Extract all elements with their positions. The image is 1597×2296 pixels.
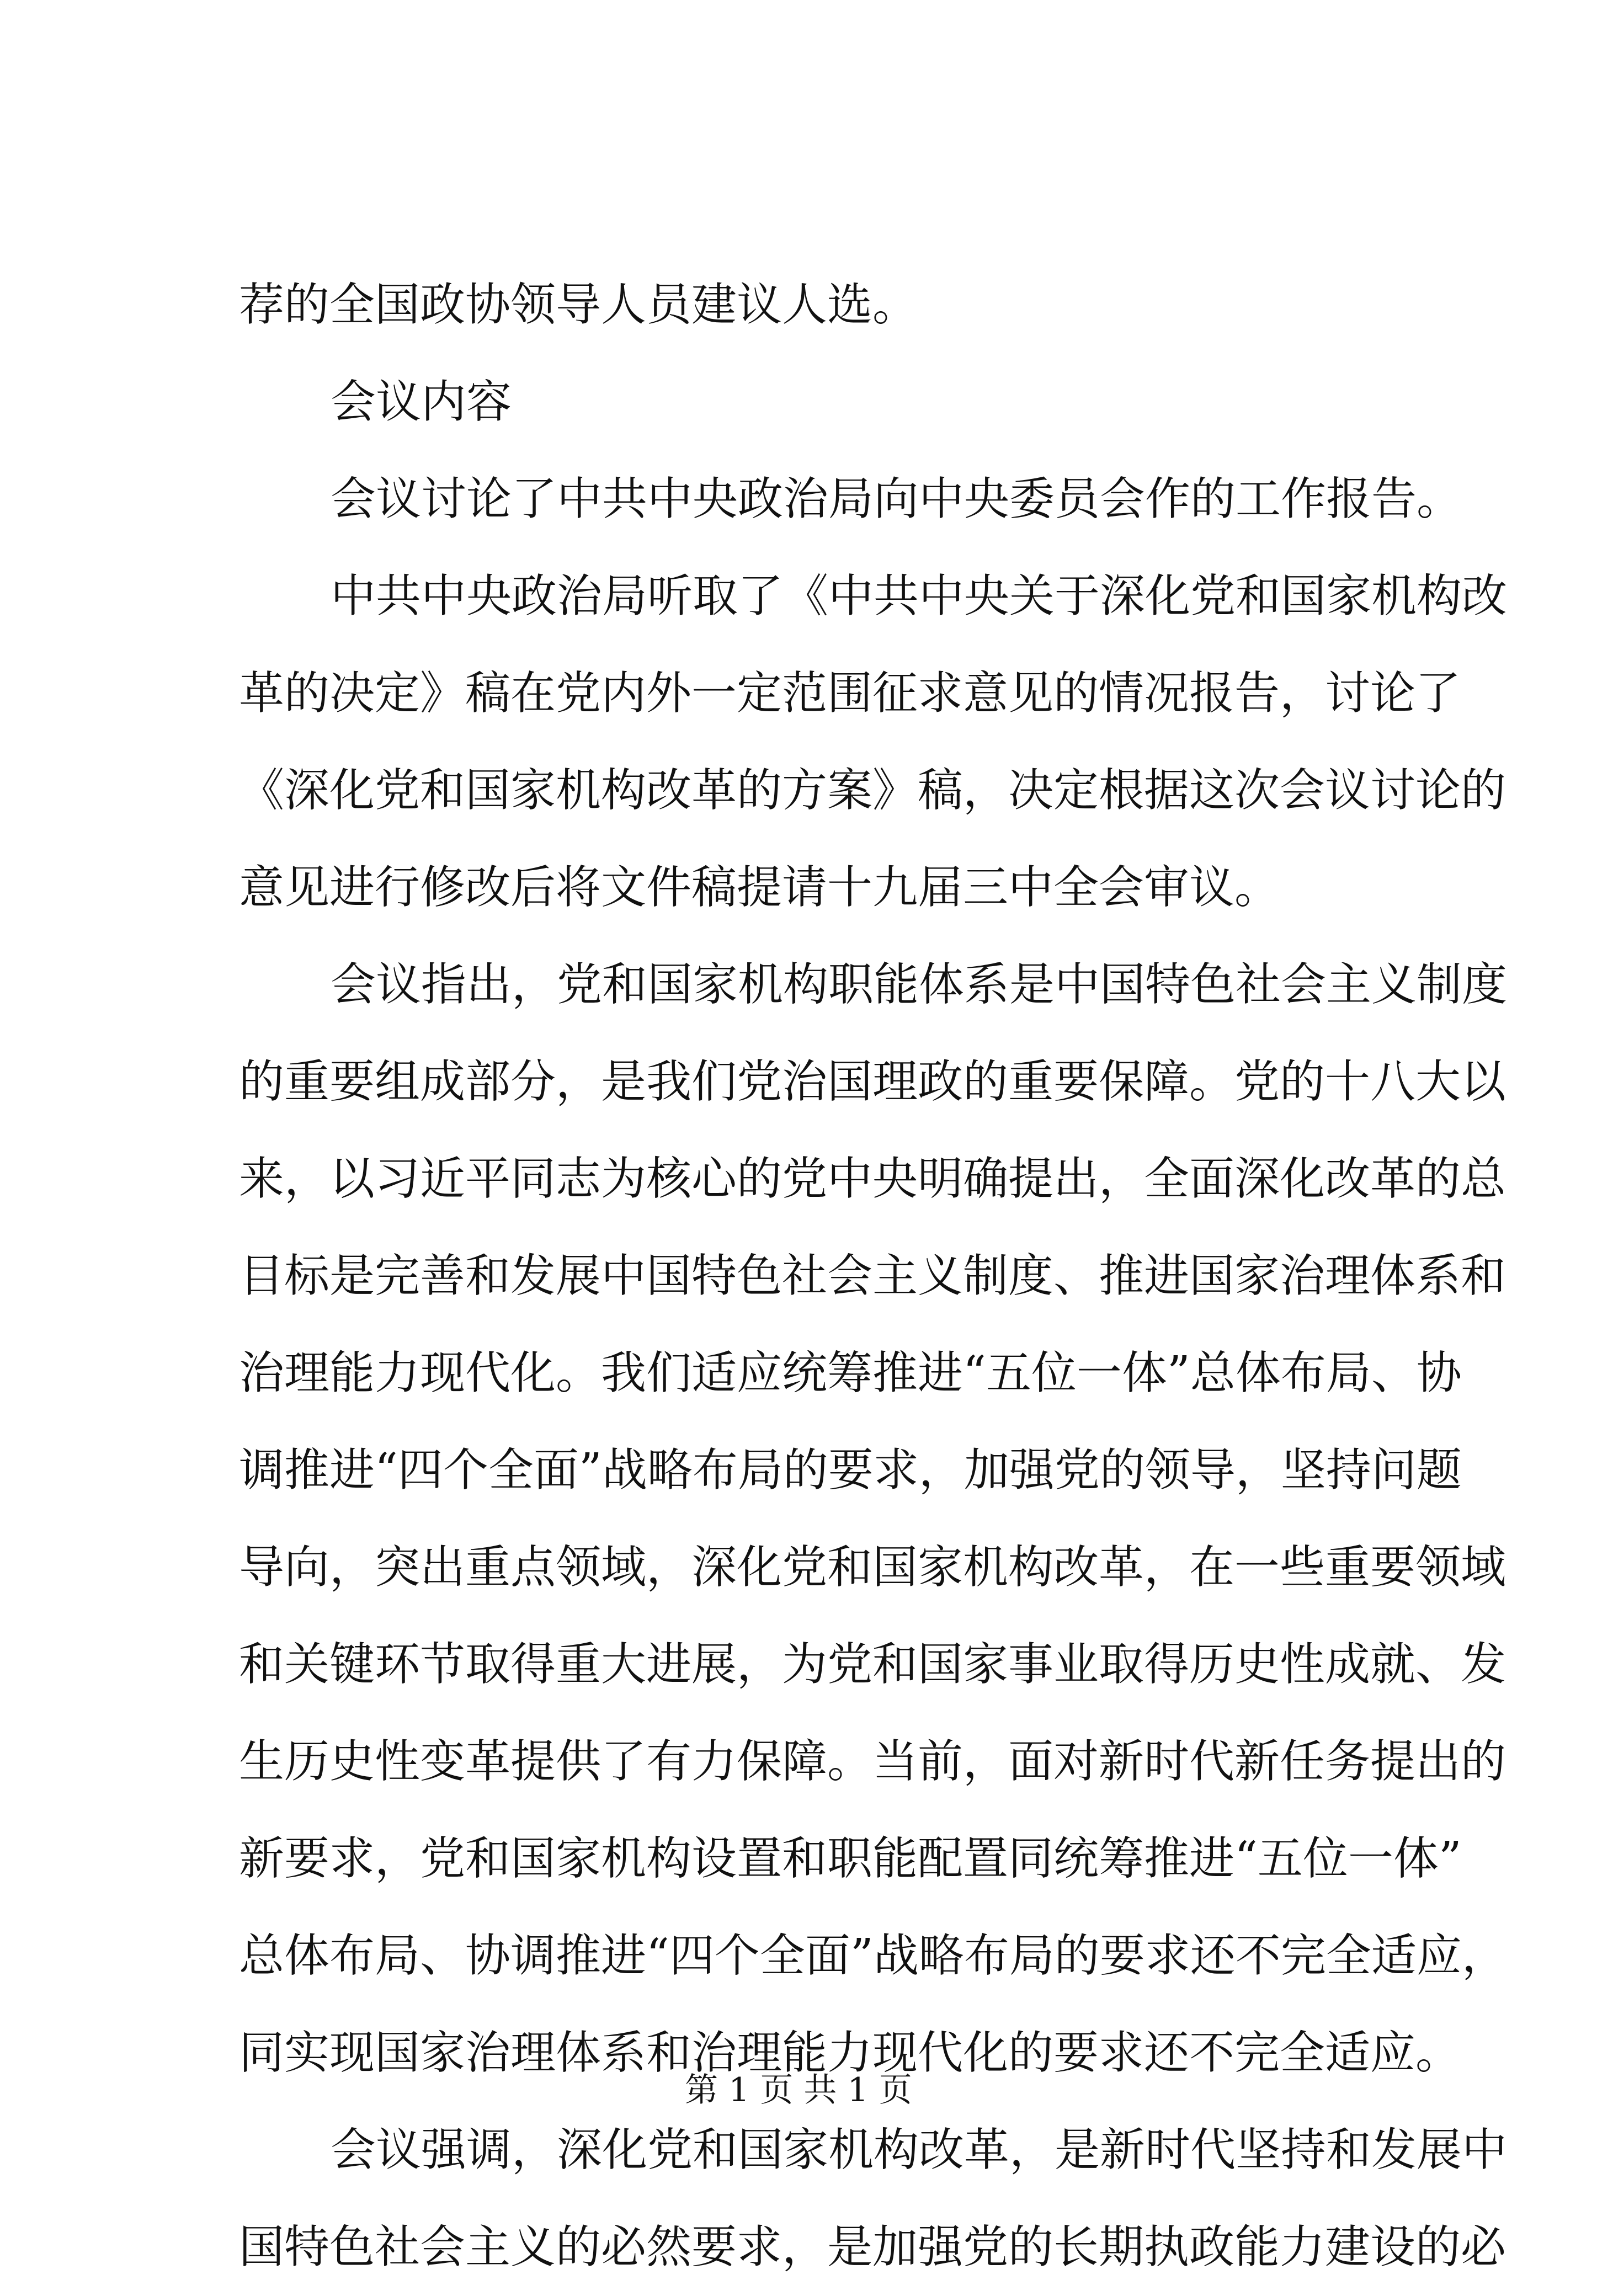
text-line: 会议强调，深化党和国家机构改革，是新时代坚持和发展中 [331, 2124, 1508, 2176]
text-line: 新要求，党和国家机构设置和职能配置同统筹推进“五位一体” [239, 1832, 1462, 1885]
text-line: 会议内容 [331, 376, 512, 428]
text-line: 中共中央政治局听取了《中共中央关于深化党和国家机构改 [331, 570, 1508, 622]
text-line: 国特色社会主义的必然要求，是加强党的长期执政能力建设的必 [239, 2221, 1506, 2273]
text-line: 导向，突出重点领域，深化党和国家机构改革，在一些重要领域 [239, 1541, 1506, 1594]
page-footer: 第 1 页 共 1 页 [685, 2071, 912, 2109]
document-body [239, 257, 1508, 2296]
text-line: 会议讨论了中共中央政治局向中央委员会作的工作报告。 [331, 473, 1462, 525]
text-line: 同实现国家治理体系和治理能力现代化的要求还不完全适应。 [239, 2027, 1461, 2079]
text-line: 生历史性变革提供了有力保障。当前，面对新时代新任务提出的 [239, 1735, 1506, 1788]
text-line: 来，以习近平同志为核心的党中央明确提出，全面深化改革的总 [239, 1153, 1506, 1205]
text-line: 革的决定》稿在党内外一定范围征求意见的情况报告，讨论了 [239, 667, 1461, 720]
text-line: 治理能力现代化。我们适应统筹推进“五位一体”总体布局、协 [239, 1347, 1462, 1399]
text-line: 《深化党和国家机构改革的方案》稿，决定根据这次会议讨论的 [239, 764, 1506, 817]
text-line: 的重要组成部分，是我们党治国理政的重要保障。党的十八大以 [239, 1056, 1506, 1108]
text-line: 和关键环节取得重大进展，为党和国家事业取得历史性成就、发 [239, 1638, 1506, 1691]
text-line: 会议指出，党和国家机构职能体系是中国特色社会主义制度 [331, 958, 1508, 1011]
text-line: 荐的全国政协领导人员建议人选。 [239, 279, 918, 331]
text-line: 意见进行修改后将文件稿提请十九届三中全会审议。 [239, 861, 1280, 914]
text-line: 调推进“四个全面”战略布局的要求，加强党的领导，坚持问题 [239, 1444, 1462, 1496]
text-line: 总体布局、协调推进“四个全面”战略布局的要求还不完全适应， [239, 1930, 1507, 1982]
text-line: 目标是完善和发展中国特色社会主义制度、推进国家治理体系和 [239, 1250, 1506, 1302]
